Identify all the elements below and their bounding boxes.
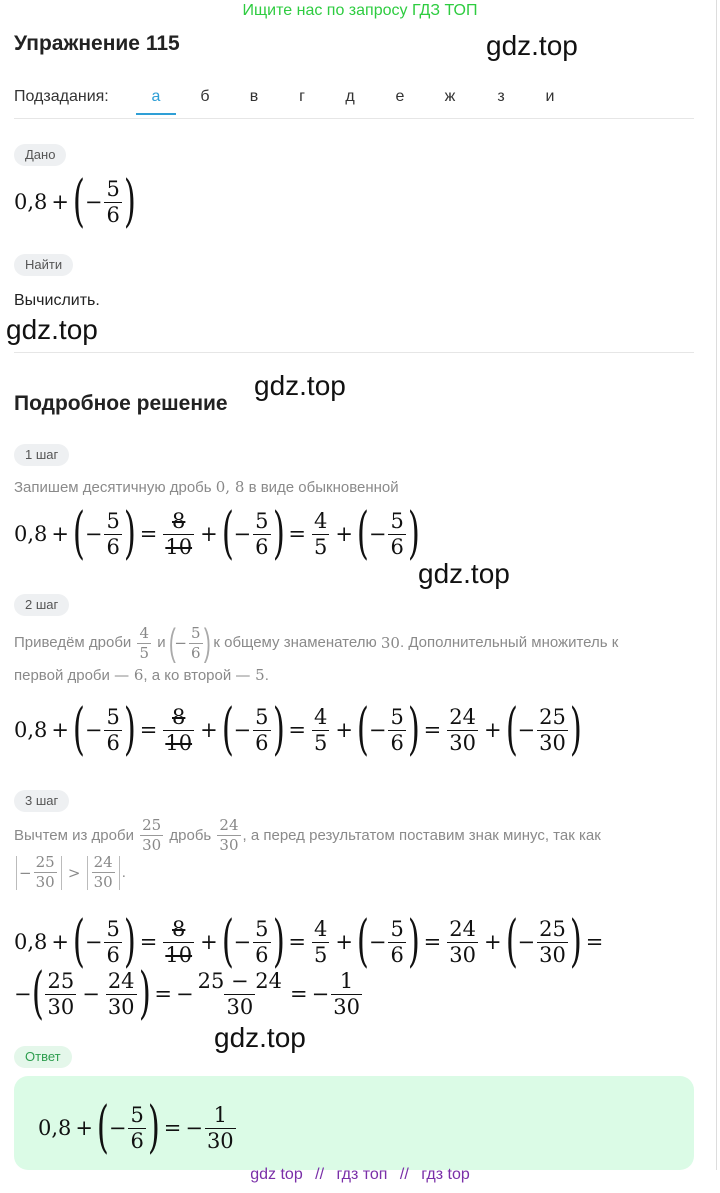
promo-banner[interactable]: Ищите нас по запросу ГДЗ ТОП	[242, 2, 478, 19]
math-op: −	[84, 190, 103, 214]
footer-links	[0, 1166, 720, 1184]
find-pill: Найти	[14, 254, 73, 276]
math-term: 0,8	[14, 190, 48, 214]
active-tab-indicator	[136, 113, 176, 115]
exercise-title: Упражнение 115	[14, 32, 180, 55]
step-2-text: Приведём дроби $\frac{4}{5}$ и ( − $\frac{5}{6}$ ) к общему знаменателю 30 . Дополнительный множитель к первой дроби — 6, а ко второй — 5.	[14, 622, 619, 684]
tab-d[interactable]: д	[345, 88, 355, 105]
watermark: gdz.top	[214, 1022, 306, 1053]
subtask-label: Подзадания:	[14, 88, 109, 105]
tab-a[interactable]: а	[151, 88, 161, 105]
tab-e[interactable]: е	[395, 88, 405, 105]
watermark: gdz.top	[418, 558, 510, 589]
step-1-math: 0,8 + ( − $\frac{5}{6}$ ) = $\frac{8}{10}$ + ( − $\frac{5}{6}$ ) = $\frac{4}{5}$ + ( − $\frac{5}{6}$ )	[14, 501, 420, 566]
tab-z[interactable]: з	[497, 88, 505, 105]
tab-zh[interactable]: ж	[444, 88, 456, 105]
step-3-math-line-1: 0,8 + ( − $\frac{5}{6}$ ) = $\frac{8}{10}$ + ( − $\frac{5}{6}$ ) = $\frac{4}{5}$ + ( − $\frac{5}{6}$ ) = $\frac{24}{30}$ + ( − $\frac{25}{30}$ ) =	[14, 909, 604, 974]
divider	[14, 118, 694, 119]
watermark: gdz.top	[6, 314, 98, 345]
footer-link[interactable]: гдз топ	[336, 1166, 388, 1183]
watermark: gdz.top	[486, 30, 578, 61]
step-1-pill: 1 шаг	[14, 444, 69, 466]
footer-separator: //	[315, 1166, 325, 1183]
math-op: +	[51, 190, 70, 214]
step-3-text: Вычтем из дроби $\frac{25}{30}$ дробь $\frac{24}{30}$ , а перед результатом поставим знак минус, так как − $\frac{25}{30}$ > $\frac{24}{30}$ .	[14, 816, 601, 891]
step-3-pill: 3 шаг	[14, 790, 69, 812]
page-border	[716, 0, 717, 1170]
footer-separator: //	[399, 1166, 409, 1183]
answer-pill: Ответ	[14, 1046, 72, 1068]
divider	[14, 352, 694, 353]
footer-link[interactable]: gdz top	[250, 1166, 303, 1183]
tab-v[interactable]: в	[249, 88, 259, 105]
tab-b[interactable]: б	[200, 88, 210, 105]
tab-g[interactable]: г	[299, 88, 305, 105]
step-2-math: 0,8 + ( − $\frac{5}{6}$ ) = $\frac{8}{10}$ + ( − $\frac{5}{6}$ ) = $\frac{4}{5}$ + ( − $\frac{5}{6}$ ) = $\frac{24}{30}$ + ( − $\frac{25}{30}$ )	[14, 697, 582, 762]
tab-i[interactable]: и	[545, 88, 555, 105]
solution-title: Подробное решение	[14, 392, 228, 415]
footer-link[interactable]: гдз top	[421, 1166, 470, 1183]
given-pill: Дано	[14, 144, 66, 166]
answer-math: 0,8 + ( − $\frac{5}{6}$ ) = − $\frac{1}{30}$	[38, 1095, 234, 1160]
find-text: Вычислить.	[14, 292, 100, 309]
step-3-math-line-2: − ( $\frac{25}{30}$ − $\frac{24}{30}$ ) = − $\frac{25 - 24}{30}$ = − $\frac{1}{30}$	[14, 961, 360, 1026]
fraction: $\frac{5}{6}$	[106, 176, 120, 227]
watermark: gdz.top	[254, 370, 346, 401]
subtask-nav	[14, 86, 694, 116]
given-expression: 0,8 + ( − $\frac{5}{6}$ )	[14, 169, 136, 234]
step-2-pill: 2 шаг	[14, 594, 69, 616]
step-1-text: Запишем десятичную дробь 0, 8 в виде обыкновенной	[14, 478, 399, 496]
